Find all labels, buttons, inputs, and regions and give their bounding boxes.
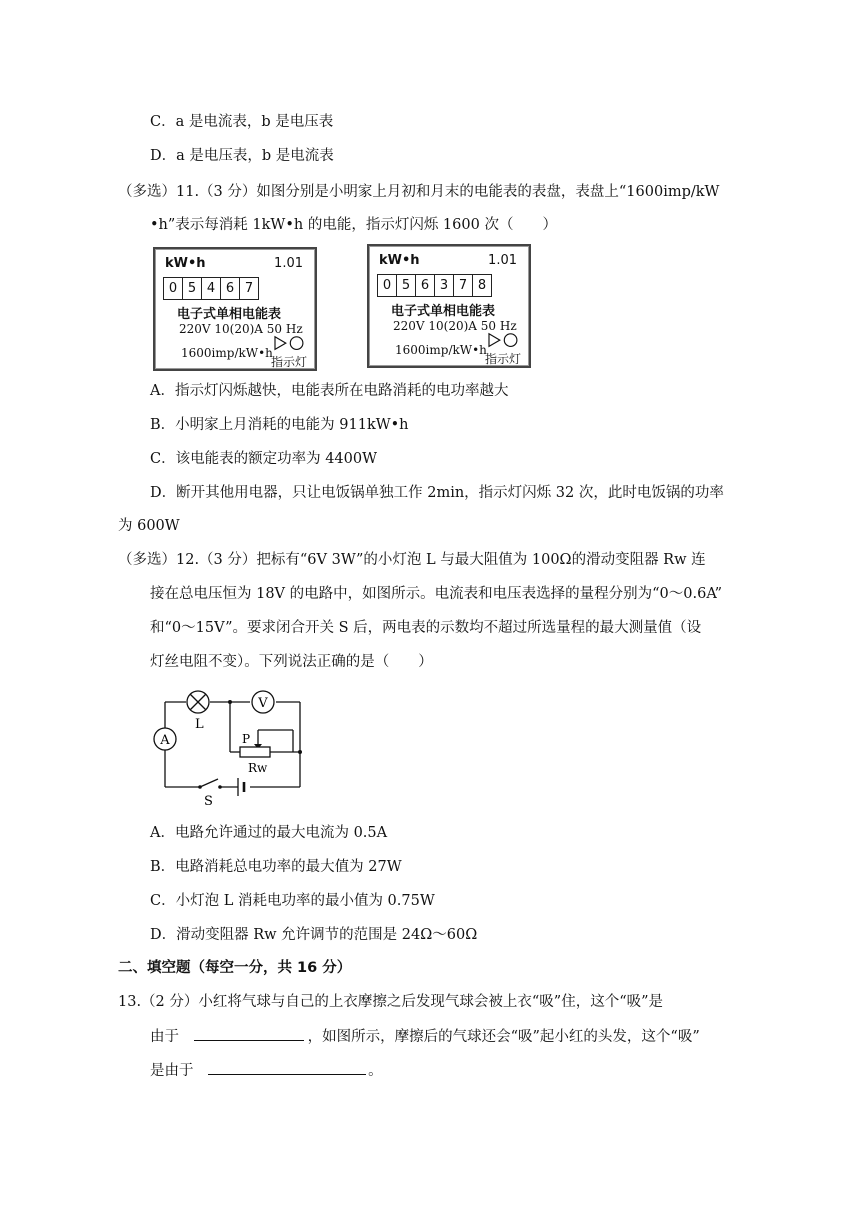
meter-digits	[163, 277, 259, 300]
answer-blank-2[interactable]	[208, 1060, 366, 1075]
option-d-q12: D．滑动变阻器 Rw 允许调节的范围是 24Ω～60Ω	[150, 927, 478, 943]
question-11-stem-1: （多选）11.（3 分）如图分别是小明家上月初和月末的电能表的表盘，表盘上“1600imp/kW	[118, 184, 720, 200]
option-b-q11: B．小明家上月消耗的电能为 911kW•h	[150, 417, 409, 433]
meter-version: 1.01	[274, 256, 303, 271]
meter-digit: 3	[435, 275, 454, 296]
option-b-q12: B．电路消耗总电功率的最大值为 27W	[150, 859, 402, 875]
meter-name: 电子式单相电能表	[391, 304, 496, 319]
q13-text-post-2: 。	[368, 1063, 383, 1079]
meter-digit: 4	[202, 278, 221, 299]
indicator-light-icon	[485, 332, 529, 350]
meter-digit: 8	[477, 278, 487, 293]
slider-label: P	[242, 732, 251, 746]
option-a-q11: A．指示灯闪烁越快，电能表所在电路消耗的电功率越大	[150, 383, 509, 399]
meter-digit: 0	[378, 275, 397, 296]
meter-digit: 7	[454, 275, 473, 296]
meter-name: 电子式单相电能表	[177, 307, 282, 322]
option-d-q10: D．a 是电压表，b 是电流表	[150, 148, 334, 164]
question-13-stem-1: 13.（2 分）小红将气球与自己的上衣摩擦之后发现气球会被上衣“吸”住，这个“吸”是	[118, 994, 664, 1010]
option-d-q11-line2: 为 600W	[118, 518, 180, 534]
option-c-q11: C．该电能表的额定功率为 4400W	[150, 451, 378, 467]
meter-version: 1.01	[488, 253, 517, 268]
switch-label: S	[204, 794, 213, 809]
meter-digit: 5	[183, 278, 202, 299]
indicator-light-icon	[271, 335, 315, 353]
question-12-stem-1: （多选）12.（3 分）把标有“6V 3W”的小灯泡 L 与最大阻值为 100Ω的滑动变阻器 Rw 连	[118, 552, 706, 568]
q13-text-post-1: ，如图所示，摩擦后的气球还会“吸”起小红的头发，这个“吸”	[307, 1029, 700, 1045]
meter-spec: 220V 10(20)A 50 Hz	[393, 319, 517, 333]
meter-imp: 1600imp/kW•h	[395, 343, 487, 357]
meter-digit: 6	[416, 275, 435, 296]
option-a-q12: A．电路允许通过的最大电流为 0.5A	[150, 825, 388, 841]
indicator-label: 指示灯	[485, 352, 522, 366]
question-12-stem-4: 灯丝电阻不变）。下列说法正确的是（ ）	[150, 654, 433, 670]
meter-imp: 1600imp/kW•h	[181, 346, 273, 360]
lamp-label: L	[195, 717, 204, 732]
circuit-diagram	[148, 688, 318, 812]
question-12-stem-3: 和“0～15V”。要求闭合开关 S 后，两电表的示数均不超过所选量程的最大测量值（设	[150, 620, 702, 636]
answer-blank-1[interactable]	[194, 1026, 304, 1041]
option-c-q10: C．a 是电流表，b 是电压表	[150, 114, 334, 130]
meter-digit: 5	[397, 275, 416, 296]
meter-spec: 220V 10(20)A 50 Hz	[179, 322, 303, 336]
energy-meter-start	[153, 247, 317, 371]
option-c-q12: C．小灯泡 L 消耗电功率的最小值为 0.75W	[150, 893, 435, 909]
meter-digits	[377, 274, 492, 297]
q13-text-pre-1: 由于	[150, 1029, 179, 1045]
meter-digit: 6	[221, 278, 240, 299]
question-13-stem-2	[150, 1026, 700, 1047]
q13-text-pre-2: 是由于	[150, 1063, 194, 1079]
voltmeter-label: V	[258, 696, 268, 711]
ammeter-label: A	[160, 733, 170, 748]
question-12-stem-2: 接在总电压恒为 18V 的电路中，如图所示。电流表和电压表选择的量程分别为“0～0.6A”	[150, 586, 723, 602]
meter-digit: 7	[244, 281, 254, 296]
meter-unit: kW•h	[165, 256, 206, 271]
rheostat-label: Rw	[248, 761, 268, 775]
question-13-stem-3	[150, 1060, 383, 1081]
section-2-heading: 二、填空题（每空一分，共 16 分）	[118, 960, 352, 976]
indicator-label: 指示灯	[271, 355, 308, 369]
meter-digit: 0	[164, 278, 183, 299]
question-11-stem-2: •h”表示每消耗 1kW•h 的电能，指示灯闪烁 1600 次（ ）	[150, 217, 557, 233]
energy-meter-end	[367, 244, 531, 368]
option-d-q11-line1: D．断开其他用电器，只让电饭锅单独工作 2min，指示灯闪烁 32 次，此时电饭锅的功率	[150, 485, 724, 501]
meter-unit: kW•h	[379, 253, 420, 268]
